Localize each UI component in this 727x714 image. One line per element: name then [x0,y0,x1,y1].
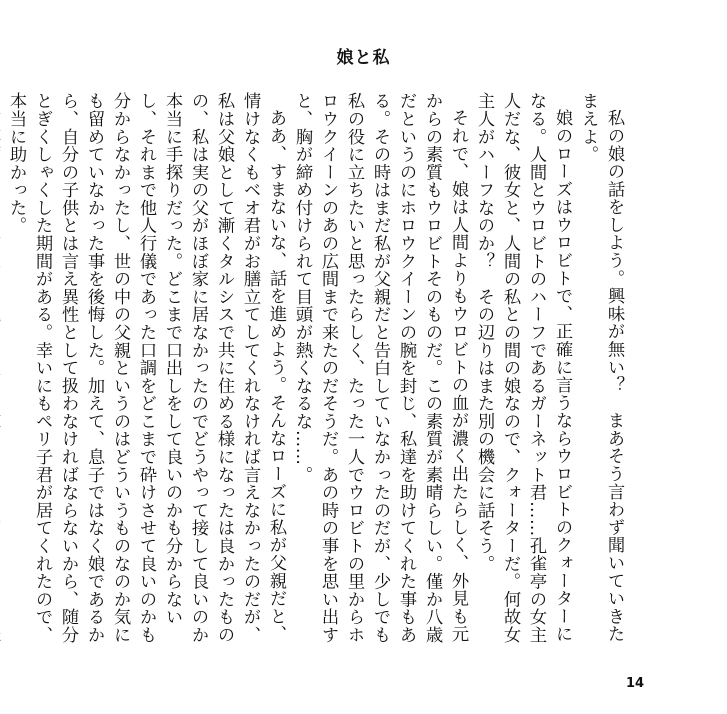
paragraph: 娘のローズはウロビトで、正確に言うならウロビトのクォーターになる。人間とウロビトのハーフであるガーネット君……孔雀亭の女主人だな、彼女と、人間の私との間の娘なので、クォーターだ。何故女主人がハーフなのか？ その辺りはまた別の機会に話そう。 [474,92,572,644]
paragraph: 私の娘の話をしよう。興味が無い？ まあそう言わず聞いていきたまえよ。 [578,92,624,643]
page-title: 娘と私 [336,48,391,68]
paragraph [0,92,3,652]
paragraph: ああ、すまないな、話を進めよう。そんなローズに私が父親だと、情けなくもベオ君がお膳立てしてくれなければ言えなかったのだが、私は父娘として漸くタルシスで共に住める様になったは良かったものの、私は実の父がほぼ家に居なかったのでどうやって接して良いのか本当に手探りだった。どこまで口出しをして良いのかも分からないし、それまで他人行儀であった口調をどこまで砕けさせて良いのかも分からなかったし、世の中の父親というのはどういうものなのか気にも留めていなかった事を後悔した。加えて、息子ではなく娘であるから、自分の子供とは言え異性として扱わなければならないから、随分とぎくしゃくした期間がある。幸いにもペリ子君が居てくれたので、本当に助かった。 [6,92,286,644]
page-number: 14 [626,676,645,691]
body-text [6,92,627,652]
paragraph: それで、娘は人間よりもウロビトの血が濃く出たらしく、外見も元からの素質もウロビトそのものだ。この素質が素晴らしい。僅か八歳だというのにホロウクイーンの腕を封じ、私達を助けてくれた事もある。その時はまだ私が父親だと告白していなかったのだが、少しでも私の役に立ちたいと思ったらしく、たった一人でウロビトの里からホロウクイーンのあの広間まで来たのだそうだ。あの時の事を思い出すと、胸が締め付けられて目頭が熱くなるな……。 [292,92,468,644]
